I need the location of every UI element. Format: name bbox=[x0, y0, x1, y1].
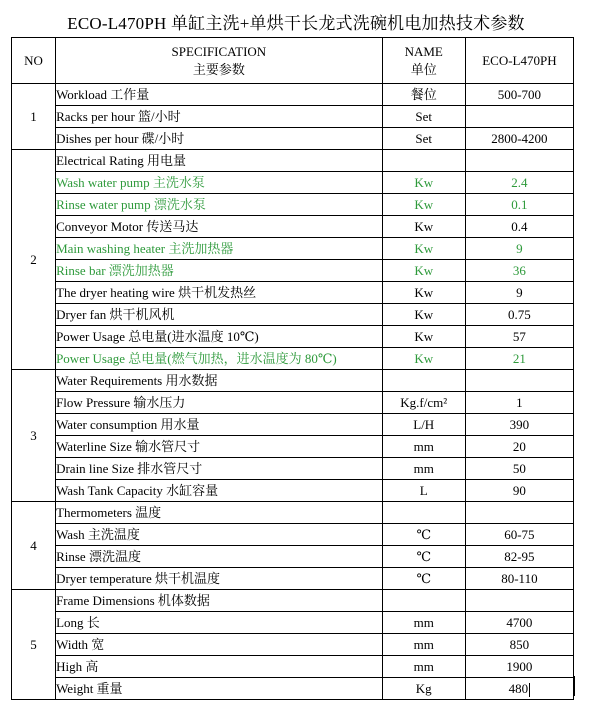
table-row bbox=[12, 348, 574, 370]
group-number: 3 bbox=[12, 370, 56, 502]
spec-value: 21 bbox=[465, 348, 573, 370]
spec-table bbox=[11, 37, 574, 700]
table-row bbox=[12, 458, 574, 480]
spec-unit: mm bbox=[382, 436, 465, 458]
spec-name: Width 宽 bbox=[56, 634, 383, 656]
spec-value: 50 bbox=[465, 458, 573, 480]
table-row bbox=[12, 590, 574, 612]
table-row bbox=[12, 502, 574, 524]
spec-unit: Kw bbox=[382, 238, 465, 260]
spec-value: 480 bbox=[465, 678, 573, 700]
spec-name: Dishes per hour 碟/小时 bbox=[56, 128, 383, 150]
spec-unit: mm bbox=[382, 656, 465, 678]
spec-unit: Kw bbox=[382, 216, 465, 238]
spec-name: Frame Dimensions 机体数据 bbox=[56, 590, 383, 612]
spec-name: Workload 工作量 bbox=[56, 84, 383, 106]
spec-unit: ℃ bbox=[382, 524, 465, 546]
text-cursor bbox=[529, 683, 530, 697]
group-number: 2 bbox=[12, 150, 56, 370]
spec-unit bbox=[382, 150, 465, 172]
spec-value: 60-75 bbox=[465, 524, 573, 546]
spec-name: Racks per hour 篮/小时 bbox=[56, 106, 383, 128]
spec-name: Thermometers 温度 bbox=[56, 502, 383, 524]
spec-value: 500-700 bbox=[465, 84, 573, 106]
table-row bbox=[12, 546, 574, 568]
spec-name: Power Usage 总电量(进水温度 10℃) bbox=[56, 326, 383, 348]
spec-unit bbox=[382, 370, 465, 392]
header-row bbox=[12, 38, 574, 84]
table-row bbox=[12, 128, 574, 150]
table-row bbox=[12, 634, 574, 656]
spec-name: Rinse water pump 漂洗水泵 bbox=[56, 194, 383, 216]
table-row bbox=[12, 238, 574, 260]
header-unit-en: NAME bbox=[404, 43, 443, 59]
table-row bbox=[12, 656, 574, 678]
spec-name: High 高 bbox=[56, 656, 383, 678]
spec-unit: mm bbox=[382, 458, 465, 480]
spec-name: Rinse bar 漂洗加热器 bbox=[56, 260, 383, 282]
header-spec-cn: 主要参数 bbox=[192, 61, 245, 77]
spec-unit bbox=[382, 590, 465, 612]
spec-unit bbox=[382, 502, 465, 524]
spec-unit: mm bbox=[382, 612, 465, 634]
spec-name: Power Usage 总电量(燃气加热，进水温度为 80℃) bbox=[56, 348, 383, 370]
table-row bbox=[12, 106, 574, 128]
table-row bbox=[12, 414, 574, 436]
spec-name: Drain line Size 排水管尺寸 bbox=[56, 458, 383, 480]
spec-unit: Set bbox=[382, 106, 465, 128]
spec-name: Rinse 漂洗温度 bbox=[56, 546, 383, 568]
table-row bbox=[12, 172, 574, 194]
table-row bbox=[12, 392, 574, 414]
spec-unit: mm bbox=[382, 634, 465, 656]
spec-unit: Kw bbox=[382, 282, 465, 304]
spec-value: 2.4 bbox=[465, 172, 573, 194]
spec-name: Waterline Size 输水管尺寸 bbox=[56, 436, 383, 458]
table-row bbox=[12, 150, 574, 172]
spec-value: 20 bbox=[465, 436, 573, 458]
spec-name: Water Requirements 用水数据 bbox=[56, 370, 383, 392]
spec-value: 1 bbox=[465, 392, 573, 414]
table-row bbox=[12, 260, 574, 282]
table-edge-mark bbox=[574, 676, 575, 696]
spec-value: 57 bbox=[465, 326, 573, 348]
spec-value bbox=[465, 590, 573, 612]
spec-name: Electrical Rating 用电量 bbox=[56, 150, 383, 172]
spec-unit: ℃ bbox=[382, 568, 465, 590]
spec-value: 1900 bbox=[465, 656, 573, 678]
document-title: ECO-L470PH 单缸主洗+单烘干长龙式洗碗机电加热技术参数 bbox=[67, 14, 525, 33]
spec-name: Wash Tank Capacity 水缸容量 bbox=[56, 480, 383, 502]
spec-value: 9 bbox=[465, 238, 573, 260]
spec-value: 36 bbox=[465, 260, 573, 282]
spec-value bbox=[465, 502, 573, 524]
table-row bbox=[12, 678, 574, 700]
header-no: NO bbox=[12, 38, 56, 84]
spec-value: 90 bbox=[465, 480, 573, 502]
table-row bbox=[12, 326, 574, 348]
table-row bbox=[12, 524, 574, 546]
spec-value: 390 bbox=[465, 414, 573, 436]
spec-unit: Kw bbox=[382, 194, 465, 216]
group-number: 5 bbox=[12, 590, 56, 700]
table-row bbox=[12, 612, 574, 634]
spec-value: 850 bbox=[465, 634, 573, 656]
spec-name: Conveyor Motor 传送马达 bbox=[56, 216, 383, 238]
spec-unit: Kw bbox=[382, 172, 465, 194]
spec-unit: Kw bbox=[382, 304, 465, 326]
spec-name: Wash water pump 主洗水泵 bbox=[56, 172, 383, 194]
group-number: 4 bbox=[12, 502, 56, 590]
spec-name: Dryer temperature 烘干机温度 bbox=[56, 568, 383, 590]
spec-name: The dryer heating wire 烘干机发热丝 bbox=[56, 282, 383, 304]
table-row bbox=[12, 436, 574, 458]
spec-value: 9 bbox=[465, 282, 573, 304]
group-number: 1 bbox=[12, 84, 56, 150]
spec-value: 4700 bbox=[465, 612, 573, 634]
spec-table-body bbox=[12, 84, 574, 700]
spec-unit: Kg.f/cm² bbox=[382, 392, 465, 414]
table-row bbox=[12, 194, 574, 216]
table-row bbox=[12, 282, 574, 304]
table-row bbox=[12, 370, 574, 392]
spec-name: Dryer fan 烘干机风机 bbox=[56, 304, 383, 326]
header-unit-cn: 单位 bbox=[410, 61, 437, 77]
spec-value: 80-110 bbox=[465, 568, 573, 590]
table-row bbox=[12, 216, 574, 238]
spec-value: 2800-4200 bbox=[465, 128, 573, 150]
header-spec bbox=[56, 38, 383, 84]
spec-name: Wash 主洗温度 bbox=[56, 524, 383, 546]
table-row bbox=[12, 304, 574, 326]
spec-unit: ℃ bbox=[382, 546, 465, 568]
spec-value: 0.75 bbox=[465, 304, 573, 326]
table-row bbox=[12, 480, 574, 502]
spec-value bbox=[465, 150, 573, 172]
spec-value: 0.4 bbox=[465, 216, 573, 238]
header-unit bbox=[382, 38, 465, 84]
spec-unit: Kw bbox=[382, 326, 465, 348]
spec-name: Long 长 bbox=[56, 612, 383, 634]
spec-name: Flow Pressure 输水压力 bbox=[56, 392, 383, 414]
spec-value bbox=[465, 106, 573, 128]
spec-unit: Kg bbox=[382, 678, 465, 700]
header-model: ECO-L470PH bbox=[465, 38, 573, 84]
spec-value bbox=[465, 370, 573, 392]
spec-unit: Kw bbox=[382, 260, 465, 282]
table-row bbox=[12, 84, 574, 106]
spec-unit: L bbox=[382, 480, 465, 502]
spec-value: 82-95 bbox=[465, 546, 573, 568]
spec-unit: L/H bbox=[382, 414, 465, 436]
spec-name: Weight 重量 bbox=[56, 678, 383, 700]
spec-name: Main washing heater 主洗加热器 bbox=[56, 238, 383, 260]
spec-value: 0.1 bbox=[465, 194, 573, 216]
table-row bbox=[12, 568, 574, 590]
header-spec-en: SPECIFICATION bbox=[171, 43, 267, 59]
spec-unit: Kw bbox=[382, 348, 465, 370]
spec-name: Water consumption 用水量 bbox=[56, 414, 383, 436]
spec-unit: Set bbox=[382, 128, 465, 150]
spec-unit: 餐位 bbox=[382, 84, 465, 106]
